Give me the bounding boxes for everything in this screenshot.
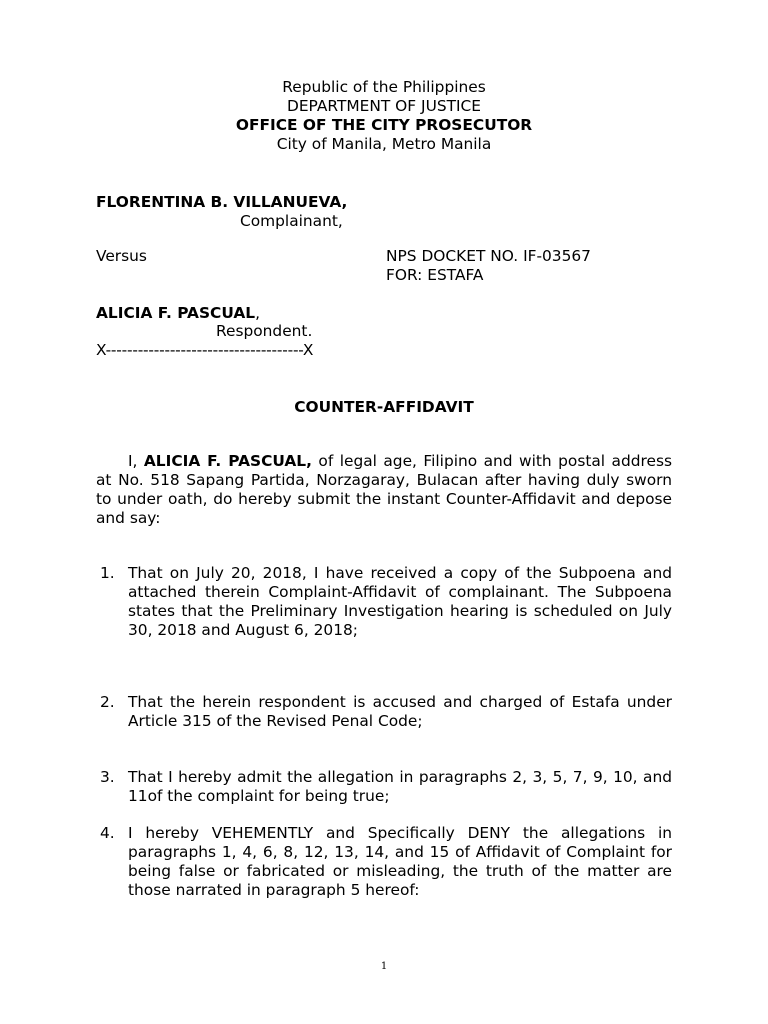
respondent-name: ALICIA F. PASCUAL [96, 304, 256, 322]
complainant-name: FLORENTINA B. VILLANUEVA, [96, 193, 348, 211]
document-title: COUNTER-AFFIDAVIT [294, 398, 474, 416]
list-item-text: That I hereby admit the allegation in paragraphs 2, 3, 5, 7, 9, 10, and 11of the complaint for being true; [128, 768, 672, 805]
list-item [100, 768, 672, 806]
header-department: DEPARTMENT OF JUSTICE [286, 97, 482, 115]
list-item-number: 3. [100, 768, 115, 786]
case-type: FOR: ESTAFA [386, 266, 484, 284]
intro-name: ALICIA F. PASCUAL, [143, 452, 312, 470]
respondent-comma: , [255, 304, 260, 322]
respondent-line [96, 304, 260, 323]
list-item [100, 564, 672, 640]
intro-text: of legal age, Filipino and with postal address at No. 518 Sapang Partida, Norzagaray, Bulacan after having duly sworn to under oath, do hereby submit the instant Counter-Affidavit and depose and say: [96, 452, 672, 527]
complainant-role: Complainant, [240, 212, 343, 230]
page-number: 1 [380, 961, 388, 972]
versus-label: Versus [96, 247, 147, 265]
document-header [0, 78, 768, 154]
list-item-text: That the herein respondent is accused and charged of Estafa under Article 315 of the Revised Penal Code; [128, 693, 672, 730]
respondent-role: Respondent. [216, 322, 313, 340]
list-item-number: 1. [100, 564, 115, 582]
intro-paragraph [96, 452, 672, 528]
header-office: OFFICE OF THE CITY PROSECUTOR [235, 116, 533, 134]
list-item [100, 693, 672, 731]
intro-prefix: I, [128, 452, 144, 470]
list-item [100, 824, 672, 900]
header-republic: Republic of the Philippines [282, 78, 486, 96]
docket-number: NPS DOCKET NO. IF-03567 [386, 247, 591, 265]
list-item-number: 4. [100, 824, 115, 842]
list-item-number: 2. [100, 693, 115, 711]
caption-separator: X-------------------------------------X [96, 341, 314, 359]
list-item-text: That on July 20, 2018, I have received a copy of the Subpoena and attached therein Complaint-Affidavit of complainant. The Subpoena states that the Preliminary Investigation hearing is scheduled on July 30, 2018 and August 6, 2018; [128, 564, 672, 639]
list-item-text: I hereby VEHEMENTLY and Specifically DENY the allegations in paragraphs 1, 4, 6, 8, 12, 13, 14, and 15 of Affidavit of Complaint for being false or fabricated or misleading, the truth of the matter are those narrated in paragraph 5 hereof: [128, 824, 672, 899]
header-city: City of Manila, Metro Manila [276, 135, 492, 153]
